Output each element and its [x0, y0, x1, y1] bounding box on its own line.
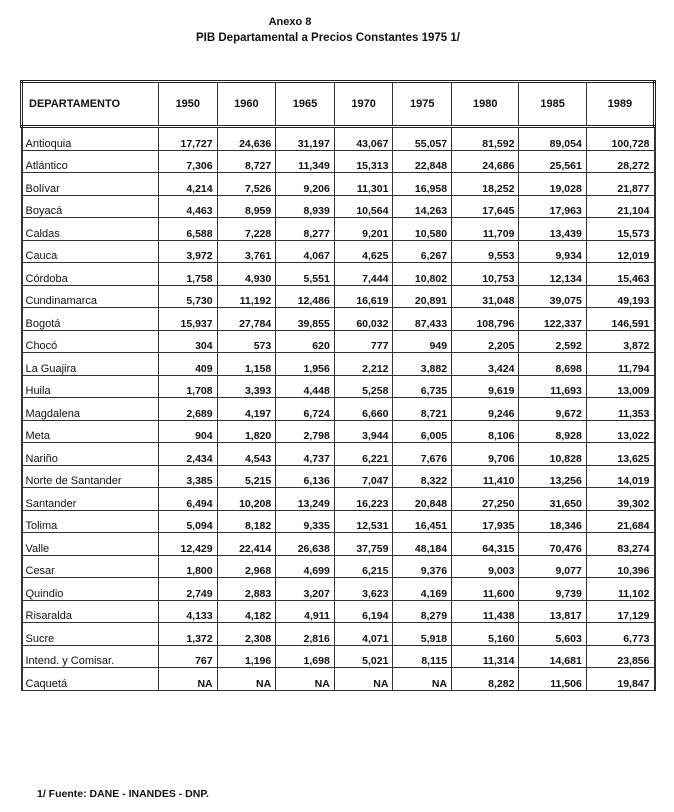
gdp-value: 4,543 — [217, 443, 276, 466]
pib-table — [20, 80, 656, 691]
department-name: Atlántico — [22, 150, 159, 173]
gdp-value: 2,749 — [159, 578, 218, 601]
header-row — [22, 82, 655, 127]
gdp-value: NA — [159, 668, 218, 691]
table-row — [22, 465, 655, 488]
table-row — [22, 443, 655, 466]
gdp-value: 23,856 — [586, 645, 654, 668]
department-name: Intend. y Comisar. — [22, 645, 159, 668]
gdp-value: 146,591 — [586, 308, 654, 331]
gdp-value: 949 — [393, 330, 452, 353]
gdp-value: 55,057 — [393, 127, 452, 151]
department-name: Nariño — [22, 443, 159, 466]
gdp-value: 7,444 — [334, 263, 393, 286]
gdp-value: 6,136 — [276, 465, 335, 488]
gdp-value: 37,759 — [334, 533, 393, 556]
gdp-value: 9,003 — [452, 555, 519, 578]
gdp-value: 7,306 — [159, 150, 218, 173]
gdp-value: 17,727 — [159, 127, 218, 151]
gdp-value: 2,798 — [276, 420, 335, 443]
gdp-value: 11,301 — [334, 173, 393, 196]
gdp-value: 6,724 — [276, 398, 335, 421]
gdp-value: 13,256 — [519, 465, 586, 488]
gdp-value: 10,564 — [334, 195, 393, 218]
gdp-value: 11,314 — [452, 645, 519, 668]
table-row — [22, 488, 655, 511]
gdp-value: 12,486 — [276, 285, 335, 308]
table-row — [22, 623, 655, 646]
gdp-value: 620 — [276, 330, 335, 353]
gdp-value: 108,796 — [452, 308, 519, 331]
table-row — [22, 173, 655, 196]
gdp-value: 16,958 — [393, 173, 452, 196]
table-row — [22, 420, 655, 443]
department-name: Córdoba — [22, 263, 159, 286]
gdp-value: 48,184 — [393, 533, 452, 556]
gdp-value: 89,054 — [519, 127, 586, 151]
gdp-value: 6,005 — [393, 420, 452, 443]
gdp-value: 14,019 — [586, 465, 654, 488]
gdp-value: 11,600 — [452, 578, 519, 601]
table-row — [22, 578, 655, 601]
gdp-value: 87,433 — [393, 308, 452, 331]
gdp-value: 28,272 — [586, 150, 654, 173]
gdp-value: 20,891 — [393, 285, 452, 308]
department-name: La Guajira — [22, 353, 159, 376]
gdp-value: 17,963 — [519, 195, 586, 218]
table-row — [22, 533, 655, 556]
gdp-value: 13,249 — [276, 488, 335, 511]
column-header-year: 1975 — [393, 82, 452, 127]
gdp-value: 4,463 — [159, 195, 218, 218]
gdp-value: 8,322 — [393, 465, 452, 488]
gdp-value: 4,169 — [393, 578, 452, 601]
gdp-value: 16,223 — [334, 488, 393, 511]
gdp-value: 8,277 — [276, 218, 335, 241]
gdp-value: 5,160 — [452, 623, 519, 646]
gdp-value: 4,214 — [159, 173, 218, 196]
column-header-departamento: DEPARTAMENTO — [22, 82, 159, 127]
department-name: Sucre — [22, 623, 159, 646]
gdp-value: 1,956 — [276, 353, 335, 376]
column-header-year: 1960 — [217, 82, 276, 127]
gdp-value: 304 — [159, 330, 218, 353]
gdp-value: 4,737 — [276, 443, 335, 466]
gdp-value: 777 — [334, 330, 393, 353]
gdp-value: 5,215 — [217, 465, 276, 488]
table-row — [22, 127, 655, 151]
table-row — [22, 510, 655, 533]
annex-label: Anexo 8 — [268, 16, 312, 28]
gdp-value: 1,708 — [159, 375, 218, 398]
gdp-value: 11,506 — [519, 668, 586, 691]
gdp-value: 9,246 — [452, 398, 519, 421]
department-name: Huila — [22, 375, 159, 398]
gdp-value: 1,758 — [159, 263, 218, 286]
gdp-value: 8,939 — [276, 195, 335, 218]
department-name: Cesar — [22, 555, 159, 578]
gdp-value: 15,313 — [334, 150, 393, 173]
gdp-value: 11,693 — [519, 375, 586, 398]
gdp-value: 10,396 — [586, 555, 654, 578]
table-row — [22, 645, 655, 668]
gdp-value: 11,102 — [586, 578, 654, 601]
gdp-value: 24,686 — [452, 150, 519, 173]
gdp-value: 6,494 — [159, 488, 218, 511]
gdp-value: 5,021 — [334, 645, 393, 668]
gdp-value: 14,263 — [393, 195, 452, 218]
gdp-value: 3,972 — [159, 240, 218, 263]
gdp-value: 9,672 — [519, 398, 586, 421]
gdp-value: 3,761 — [217, 240, 276, 263]
gdp-value: 12,429 — [159, 533, 218, 556]
table-row — [22, 195, 655, 218]
table-row — [22, 308, 655, 331]
gdp-value: 83,274 — [586, 533, 654, 556]
gdp-value: 21,104 — [586, 195, 654, 218]
department-name: Chocó — [22, 330, 159, 353]
gdp-value: 31,048 — [452, 285, 519, 308]
gdp-value: 39,855 — [276, 308, 335, 331]
gdp-value: 26,638 — [276, 533, 335, 556]
gdp-value: 31,650 — [519, 488, 586, 511]
gdp-value: 21,877 — [586, 173, 654, 196]
gdp-value: 13,625 — [586, 443, 654, 466]
gdp-value: 2,434 — [159, 443, 218, 466]
gdp-value: 9,739 — [519, 578, 586, 601]
gdp-value: 18,346 — [519, 510, 586, 533]
department-name: Caquetá — [22, 668, 159, 691]
gdp-value: 7,047 — [334, 465, 393, 488]
gdp-value: 1,698 — [276, 645, 335, 668]
gdp-value: 5,094 — [159, 510, 218, 533]
gdp-value: 4,197 — [217, 398, 276, 421]
gdp-value: 25,561 — [519, 150, 586, 173]
gdp-value: 20,848 — [393, 488, 452, 511]
column-header-year: 1970 — [334, 82, 393, 127]
gdp-value: 10,802 — [393, 263, 452, 286]
gdp-value: 13,009 — [586, 375, 654, 398]
gdp-value: 31,197 — [276, 127, 335, 151]
gdp-value: 7,228 — [217, 218, 276, 241]
gdp-value: 22,414 — [217, 533, 276, 556]
gdp-value: 4,133 — [159, 600, 218, 623]
gdp-value: 4,067 — [276, 240, 335, 263]
table-row — [22, 263, 655, 286]
department-name: Valle — [22, 533, 159, 556]
gdp-value: 15,463 — [586, 263, 654, 286]
gdp-value: 10,753 — [452, 263, 519, 286]
column-header-year: 1985 — [519, 82, 586, 127]
gdp-value: 10,208 — [217, 488, 276, 511]
department-name: Risaralda — [22, 600, 159, 623]
gdp-value: 2,592 — [519, 330, 586, 353]
gdp-value: 5,551 — [276, 263, 335, 286]
gdp-value: 17,645 — [452, 195, 519, 218]
table-row — [22, 353, 655, 376]
gdp-value: 1,196 — [217, 645, 276, 668]
gdp-value: 64,315 — [452, 533, 519, 556]
table-body — [22, 127, 655, 691]
gdp-value: 6,221 — [334, 443, 393, 466]
gdp-value: 1,820 — [217, 420, 276, 443]
department-name: Boyacá — [22, 195, 159, 218]
gdp-value: 43,067 — [334, 127, 393, 151]
gdp-value: 1,800 — [159, 555, 218, 578]
gdp-value: 4,930 — [217, 263, 276, 286]
column-header-year: 1950 — [159, 82, 218, 127]
gdp-value: 49,193 — [586, 285, 654, 308]
gdp-value: 6,267 — [393, 240, 452, 263]
gdp-value: 767 — [159, 645, 218, 668]
department-name: Cauca — [22, 240, 159, 263]
department-name: Norte de Santander — [22, 465, 159, 488]
gdp-value: 9,619 — [452, 375, 519, 398]
department-name: Meta — [22, 420, 159, 443]
gdp-value: 2,883 — [217, 578, 276, 601]
department-name: Tolima — [22, 510, 159, 533]
gdp-value: 21,684 — [586, 510, 654, 533]
gdp-value: 100,728 — [586, 127, 654, 151]
gdp-value: 8,182 — [217, 510, 276, 533]
gdp-value: 8,106 — [452, 420, 519, 443]
gdp-value: 5,258 — [334, 375, 393, 398]
gdp-value: 8,279 — [393, 600, 452, 623]
gdp-value: 3,424 — [452, 353, 519, 376]
table-row — [22, 240, 655, 263]
table-row — [22, 600, 655, 623]
department-name: Quindio — [22, 578, 159, 601]
gdp-value: 10,580 — [393, 218, 452, 241]
gdp-value: 13,817 — [519, 600, 586, 623]
gdp-value: 12,134 — [519, 263, 586, 286]
table-row — [22, 218, 655, 241]
table-row — [22, 555, 655, 578]
gdp-value: 5,603 — [519, 623, 586, 646]
gdp-value: 2,689 — [159, 398, 218, 421]
gdp-value: 4,182 — [217, 600, 276, 623]
table-row — [22, 668, 655, 691]
gdp-value: 4,625 — [334, 240, 393, 263]
gdp-value: 81,592 — [452, 127, 519, 151]
gdp-value: 15,937 — [159, 308, 218, 331]
gdp-value: 2,205 — [452, 330, 519, 353]
gdp-value: 8,282 — [452, 668, 519, 691]
gdp-value: 9,206 — [276, 173, 335, 196]
gdp-value: 11,192 — [217, 285, 276, 308]
gdp-value: 16,451 — [393, 510, 452, 533]
gdp-value: 3,882 — [393, 353, 452, 376]
department-name: Caldas — [22, 218, 159, 241]
gdp-value: 14,681 — [519, 645, 586, 668]
table-row — [22, 285, 655, 308]
department-name: Bolívar — [22, 173, 159, 196]
gdp-value: 22,848 — [393, 150, 452, 173]
gdp-value: 7,676 — [393, 443, 452, 466]
gdp-value: 6,588 — [159, 218, 218, 241]
gdp-value: 60,032 — [334, 308, 393, 331]
gdp-value: 2,816 — [276, 623, 335, 646]
gdp-value: 13,022 — [586, 420, 654, 443]
gdp-value: 573 — [217, 330, 276, 353]
gdp-value: 6,735 — [393, 375, 452, 398]
gdp-value: 18,252 — [452, 173, 519, 196]
gdp-value: 19,028 — [519, 173, 586, 196]
gdp-value: 3,872 — [586, 330, 654, 353]
gdp-value: 27,784 — [217, 308, 276, 331]
gdp-value: 5,918 — [393, 623, 452, 646]
gdp-value: 27,250 — [452, 488, 519, 511]
department-name: Cundinamarca — [22, 285, 159, 308]
gdp-value: 8,115 — [393, 645, 452, 668]
gdp-value: 7,526 — [217, 173, 276, 196]
gdp-value: 3,944 — [334, 420, 393, 443]
gdp-value: 8,698 — [519, 353, 586, 376]
gdp-value: 3,393 — [217, 375, 276, 398]
gdp-value: 11,410 — [452, 465, 519, 488]
gdp-value: 12,019 — [586, 240, 654, 263]
column-header-year: 1980 — [452, 82, 519, 127]
gdp-value: 4,071 — [334, 623, 393, 646]
gdp-value: 4,448 — [276, 375, 335, 398]
gdp-value: 1,158 — [217, 353, 276, 376]
gdp-value: 8,727 — [217, 150, 276, 173]
gdp-value: 9,553 — [452, 240, 519, 263]
gdp-value: 122,337 — [519, 308, 586, 331]
gdp-value: 39,075 — [519, 285, 586, 308]
gdp-value: 6,194 — [334, 600, 393, 623]
gdp-value: 9,706 — [452, 443, 519, 466]
gdp-value: 904 — [159, 420, 218, 443]
document-title: PIB Departamental a Precios Constantes 1975 1/ — [196, 32, 460, 44]
gdp-value: 19,847 — [586, 668, 654, 691]
gdp-value: 17,129 — [586, 600, 654, 623]
gdp-value: 3,623 — [334, 578, 393, 601]
gdp-value: 4,911 — [276, 600, 335, 623]
table-row — [22, 375, 655, 398]
gdp-value: 11,353 — [586, 398, 654, 421]
table-row — [22, 398, 655, 421]
column-header-year: 1989 — [586, 82, 654, 127]
gdp-value: 11,709 — [452, 218, 519, 241]
department-name: Bogotá — [22, 308, 159, 331]
gdp-value: 4,699 — [276, 555, 335, 578]
gdp-value: NA — [217, 668, 276, 691]
gdp-value: 8,928 — [519, 420, 586, 443]
gdp-value: 2,212 — [334, 353, 393, 376]
gdp-value: 17,935 — [452, 510, 519, 533]
gdp-value: 2,308 — [217, 623, 276, 646]
gdp-value: 8,959 — [217, 195, 276, 218]
gdp-value: 11,794 — [586, 353, 654, 376]
gdp-value: 6,215 — [334, 555, 393, 578]
department-name: Santander — [22, 488, 159, 511]
gdp-value: 6,660 — [334, 398, 393, 421]
gdp-value: 24,636 — [217, 127, 276, 151]
gdp-value: 10,828 — [519, 443, 586, 466]
gdp-value: 2,968 — [217, 555, 276, 578]
gdp-value: 39,302 — [586, 488, 654, 511]
table-row — [22, 150, 655, 173]
gdp-value: 9,335 — [276, 510, 335, 533]
gdp-value: 6,773 — [586, 623, 654, 646]
gdp-value: NA — [276, 668, 335, 691]
gdp-value: 9,934 — [519, 240, 586, 263]
gdp-value: NA — [334, 668, 393, 691]
gdp-value: 13,439 — [519, 218, 586, 241]
gdp-value: NA — [393, 668, 452, 691]
gdp-value: 3,207 — [276, 578, 335, 601]
column-header-year: 1965 — [276, 82, 335, 127]
table-row — [22, 330, 655, 353]
gdp-value: 12,531 — [334, 510, 393, 533]
gdp-value: 15,573 — [586, 218, 654, 241]
gdp-value: 1,372 — [159, 623, 218, 646]
gdp-value: 5,730 — [159, 285, 218, 308]
gdp-value: 11,349 — [276, 150, 335, 173]
gdp-value: 9,376 — [393, 555, 452, 578]
gdp-value: 8,721 — [393, 398, 452, 421]
gdp-value: 9,201 — [334, 218, 393, 241]
gdp-value: 11,438 — [452, 600, 519, 623]
gdp-value: 9,077 — [519, 555, 586, 578]
source-footnote: 1/ Fuente: DANE - INANDES - DNP. — [37, 788, 209, 800]
gdp-value: 409 — [159, 353, 218, 376]
gdp-value: 70,476 — [519, 533, 586, 556]
gdp-value: 16,619 — [334, 285, 393, 308]
department-name: Magdalena — [22, 398, 159, 421]
gdp-value: 3,385 — [159, 465, 218, 488]
department-name: Antioquia — [22, 127, 159, 151]
